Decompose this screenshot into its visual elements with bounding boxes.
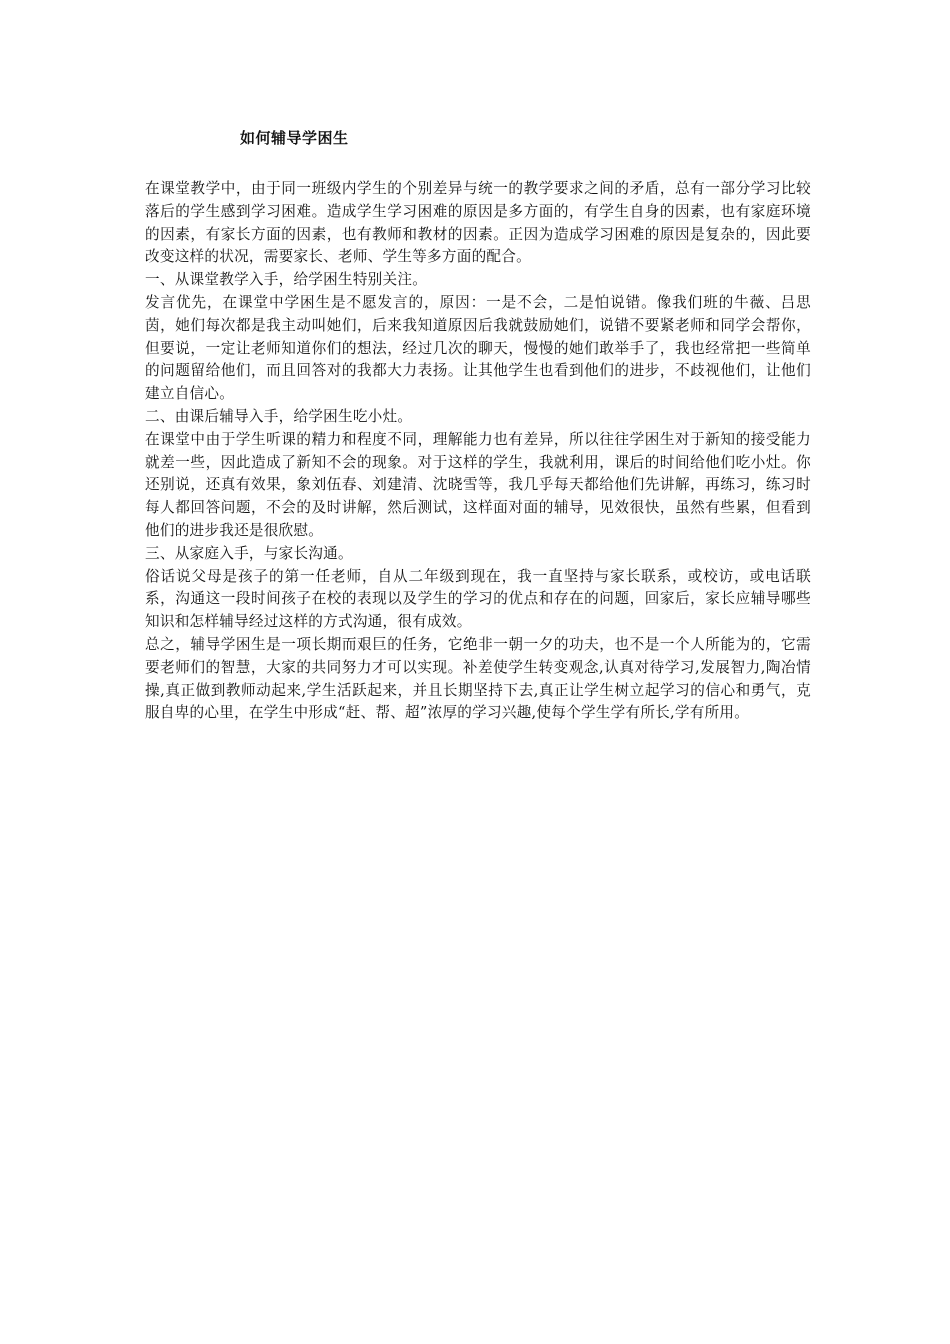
section-paragraph-1: 发言优先，在课堂中学困生是不愿发言的，原因：一是不会，二是怕说错。像我们班的牛薇、吕思茵，她们每次都是我主动叫她们，后来我知道原因后我就鼓励她们，说错不要紧老师和同学会帮你，但要说，一定让老师知道你们的想法，经过几次的聊天，慢慢的她们敢举手了，我也经常把一些简单的问题留给他们，而且回答对的我都大力表扬。让其他学生也看到他们的进步，不歧视他们，让他们建立自信心。: [145, 293, 811, 403]
section-paragraph-2: 在课堂中由于学生听课的精力和程度不同，理解能力也有差异，所以往往学困生对于新知的接受能力就差一些，因此造成了新知不会的现象。对于这样的学生，我就利用，课后的时间给他们吃小灶。你还别说，还真有效果，象刘伍春、刘建清、沈晓雪等，我几乎每天都给他们先讲解，再练习，练习时每人都回答问题，不会的及时讲解，然后测试，这样面对面的辅导，见效很快，虽然有些累，但看到他们的进步我还是很欣慰。: [145, 430, 811, 539]
intro-paragraph: 在课堂教学中，由于同一班级内学生的个别差异与统一的教学要求之间的矛盾，总有一部分学习比较落后的学生感到学习困难。造成学生学习困难的原因是多方面的，有学生自身的因素，也有家庭环境的因素，有家长方面的因素，也有教师和教材的因素。正因为造成学习困难的原因是复杂的，因此要改变这样的状况，需要家长、老师、学生等多方面的配合。: [145, 180, 811, 266]
document-body: [145, 178, 811, 725]
document-title: 如何辅导学困生: [240, 129, 349, 147]
section-heading-3: 三、从家庭入手，与家长沟通。: [145, 544, 353, 562]
section-heading-2: 二、由课后辅导入手，给学困生吃小灶。: [145, 407, 413, 425]
conclusion-paragraph: 总之，辅导学困生是一项长期而艰巨的任务，它绝非一朝一夕的功夫，也不是一个人所能为的，它需要老师们的智慧，大家的共同努力才可以实现。补差使学生转变观念,认真对待学习,发展智力,陶冶情操,真正做到教师动起来,学生活跃起来，并且长期坚持下去,真正让学生树立起学习的信心和勇气，克服自卑的心里，在学生中形成“赶、帮、超”浓厚的学习兴趣,使每个学生学有所长,学有所用。: [145, 635, 811, 722]
section-heading-1: 一、从课堂教学入手，给学困生特别关注。: [145, 271, 428, 289]
section-paragraph-3: 俗话说父母是孩子的第一任老师，自从二年级到现在，我一直坚持与家长联系，或校访，或电话联系，沟通这一段时间孩子在校的表现以及学生的学习的优点和存在的问题，回家后，家长应辅导哪些知识和怎样辅导经过这样的方式沟通，很有成效。: [145, 567, 811, 631]
